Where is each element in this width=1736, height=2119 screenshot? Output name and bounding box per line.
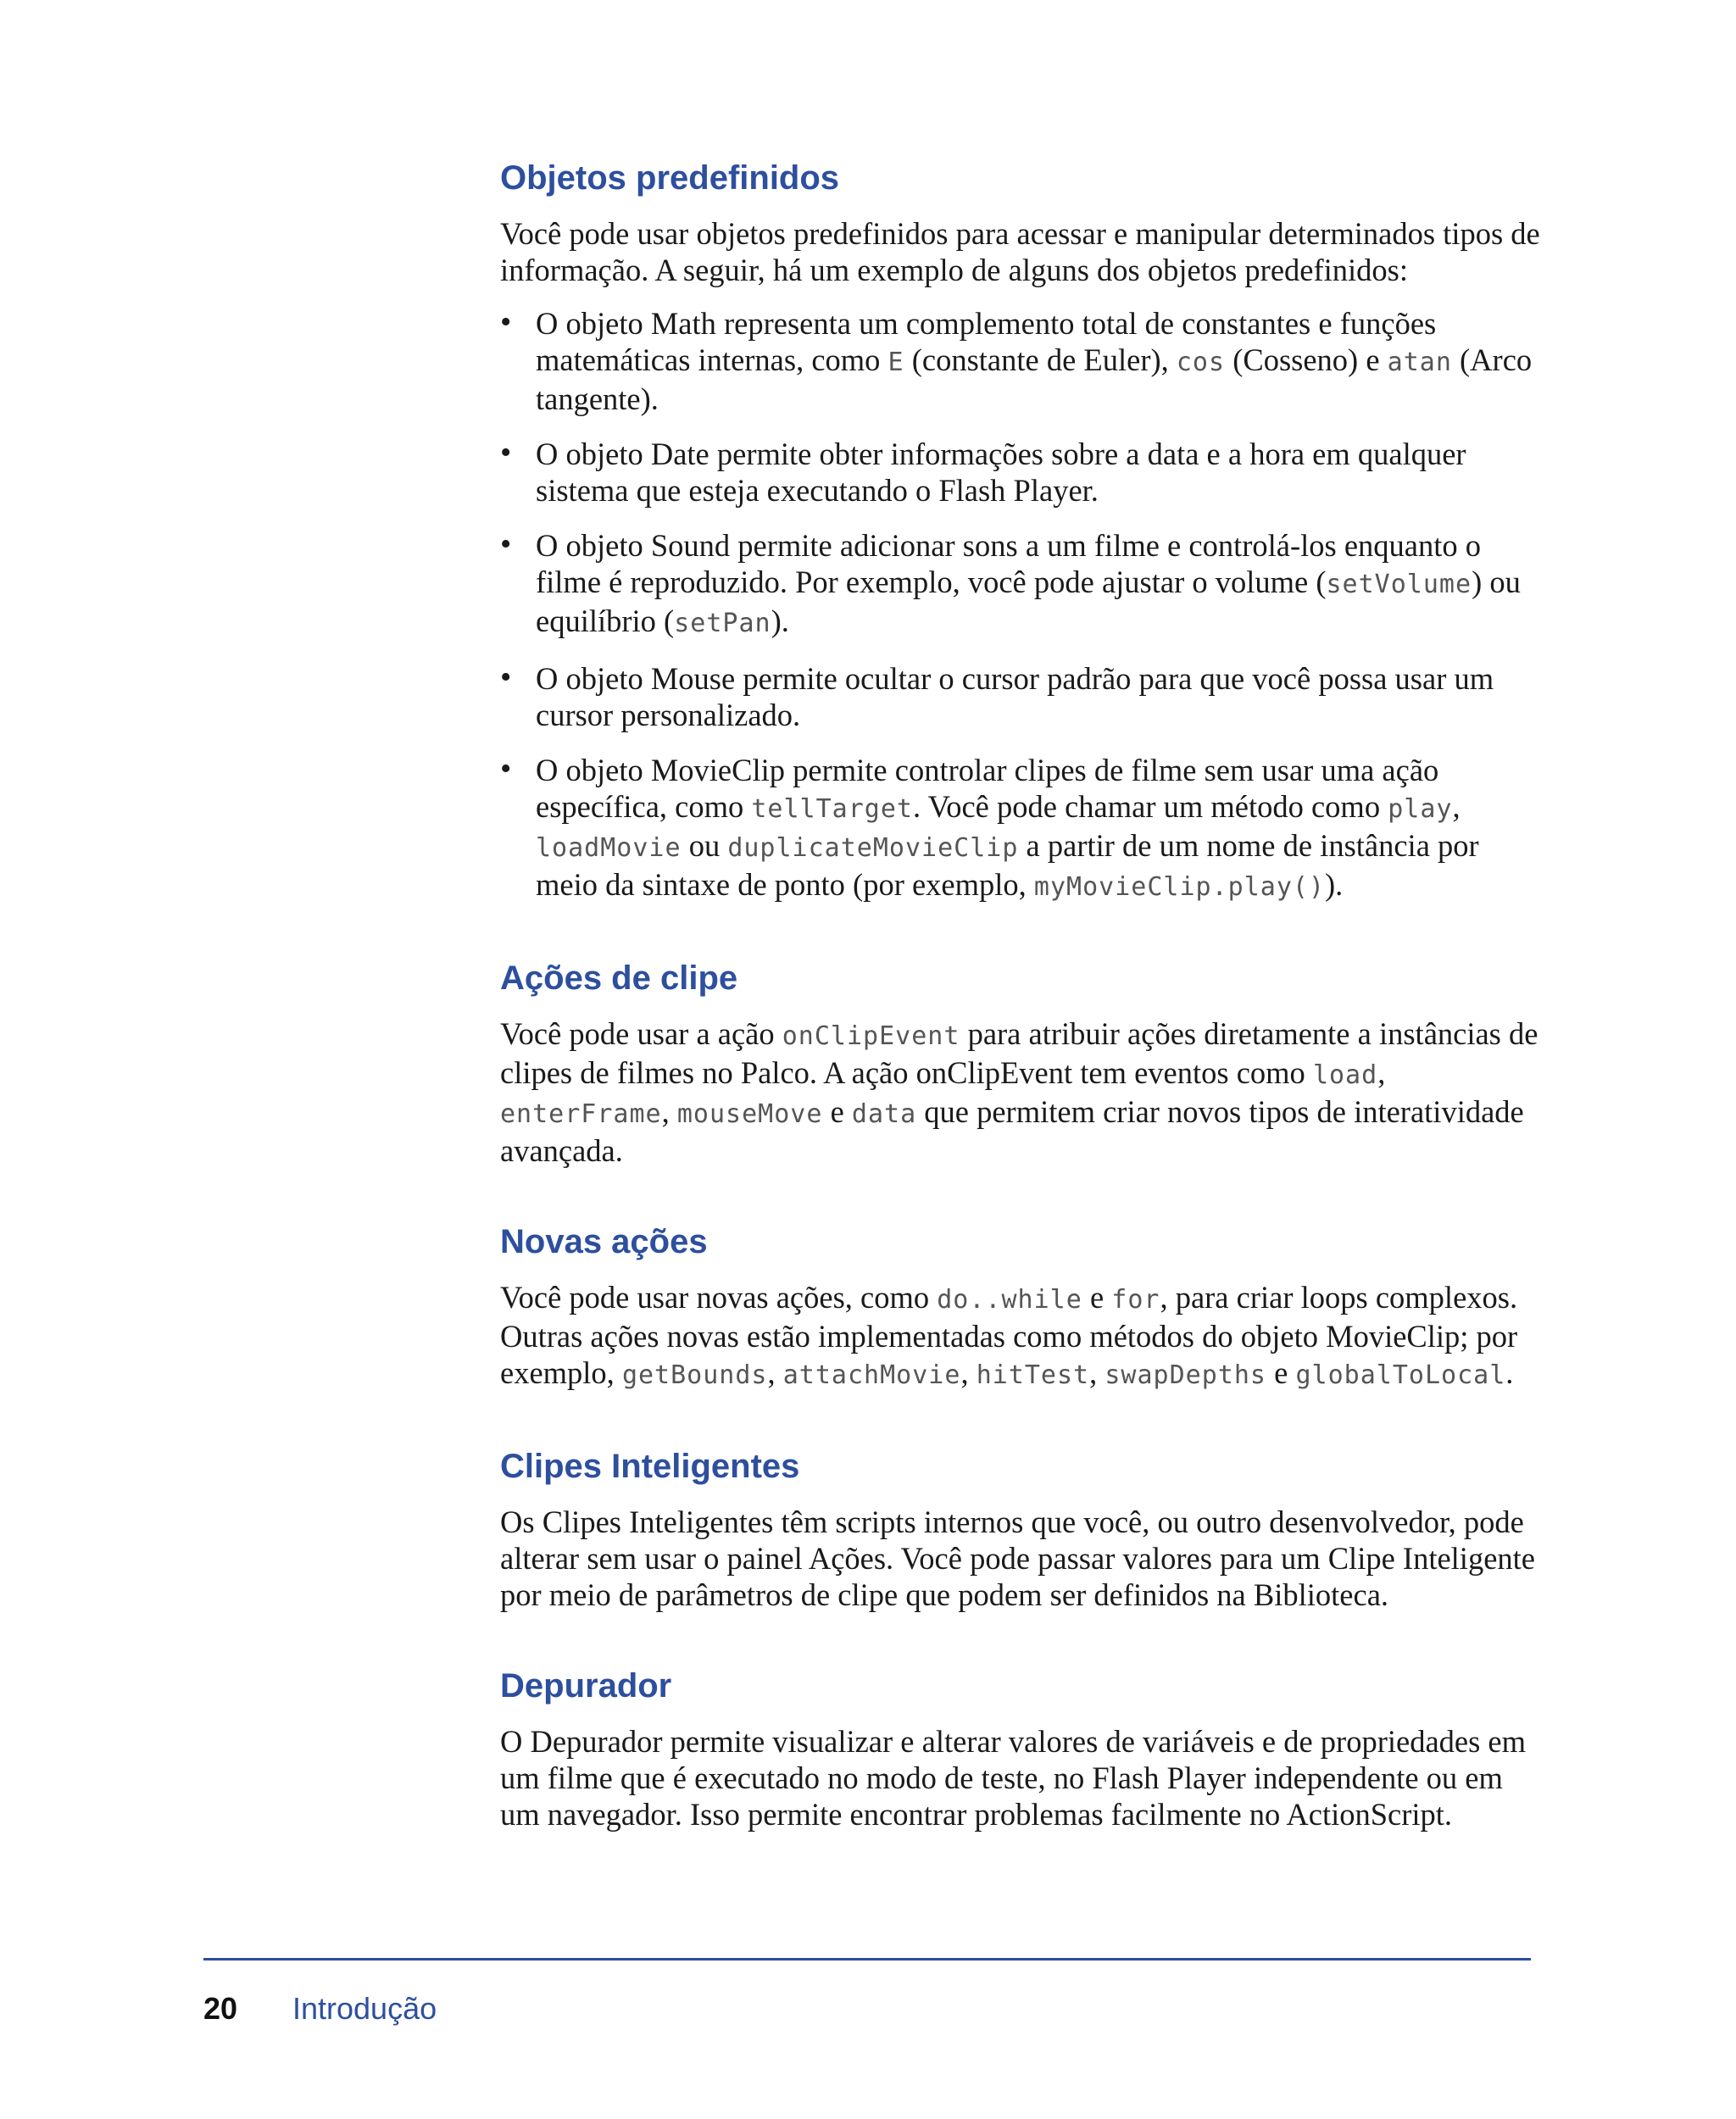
code-span: setPan bbox=[674, 609, 771, 638]
code-span: play bbox=[1388, 794, 1453, 824]
code-span: atan bbox=[1387, 348, 1452, 377]
bullet-item-movieclip bbox=[500, 752, 1543, 905]
section-paragraph: O Depurador permite visualizar e alterar valores de variáveis e de propriedades em um filme que é executado no modo de teste, no Flash Player independente ou em um navegador. Isso permite encontrar problemas facilmente no ActionScript. bbox=[500, 1724, 1527, 1832]
code-span: hitTest bbox=[976, 1360, 1090, 1390]
bullet-item-sound bbox=[500, 527, 1543, 642]
page-content bbox=[500, 158, 1543, 1885]
code-span: swapDepths bbox=[1104, 1360, 1266, 1390]
code-span: cos bbox=[1176, 348, 1226, 377]
code-span: globalToLocal bbox=[1295, 1360, 1506, 1390]
text-run: . Você pode chamar um método como bbox=[912, 789, 1388, 824]
section-objetos-predefinidos bbox=[500, 158, 1543, 905]
bullet-item-math bbox=[500, 305, 1543, 417]
code-span: getBounds bbox=[621, 1360, 768, 1390]
chapter-title: Introdução bbox=[292, 1991, 437, 2026]
section-heading: Novas ações bbox=[500, 1223, 708, 1260]
text-run: (Arco tangente). bbox=[536, 342, 1533, 416]
text-run: , bbox=[1452, 789, 1461, 824]
code-span: tellTarget bbox=[751, 794, 913, 824]
footer-divider bbox=[203, 1958, 1531, 1960]
text-run: ). bbox=[1325, 867, 1344, 902]
code-span: E bbox=[887, 348, 904, 377]
text-run: Você pode usar novas ações, como bbox=[500, 1280, 938, 1315]
text-run: , bbox=[1089, 1355, 1105, 1390]
code-span: setVolume bbox=[1326, 570, 1472, 599]
text-run: O objeto Sound permite adicionar sons a um filme e controlá-los enquanto o filme é reproduzido. Por exemplo, você pode ajustar o volume ( bbox=[536, 528, 1482, 599]
code-span: attachMovie bbox=[782, 1360, 961, 1390]
text-run: e bbox=[1082, 1280, 1112, 1315]
text-run: ) ou equilíbrio ( bbox=[536, 565, 1521, 638]
text-run: , para criar loops complexos. Outras ações novas estão implementadas como métodos do objeto MovieClip; por exemplo, bbox=[500, 1280, 1518, 1390]
text-run: , bbox=[1377, 1055, 1386, 1090]
code-span: enterFrame bbox=[500, 1099, 662, 1129]
text-run: , bbox=[661, 1094, 677, 1129]
code-span: loadMovie bbox=[536, 833, 682, 863]
section-heading: Clipes Inteligentes bbox=[500, 1448, 800, 1485]
section-acoes-de-clipe bbox=[500, 958, 1543, 1169]
code-span: myMovieClip.play() bbox=[1033, 872, 1326, 902]
code-span: data bbox=[851, 1099, 917, 1129]
section-paragraph: Você pode usar objetos predefinidos para acessar e manipular determinados tipos de informação. A seguir, há um exemplo de alguns dos objetos predefinidos: bbox=[500, 216, 1540, 287]
section-novas-acoes bbox=[500, 1221, 1543, 1393]
bullet-item-mouse bbox=[500, 660, 1543, 733]
code-span: onClipEvent bbox=[782, 1021, 960, 1051]
text-run: , bbox=[767, 1355, 783, 1390]
text-run: (Cosseno) e bbox=[1225, 342, 1388, 377]
section-paragraph: Os Clipes Inteligentes têm scripts internos que você, ou outro desenvolvedor, pode alterar sem usar o painel Ações. Você pode passar valores para um Clipe Inteligente por meio de parâmetros de clipe que podem ser definidos na Biblioteca. bbox=[500, 1504, 1535, 1612]
section-heading: Ações de clipe bbox=[500, 959, 738, 997]
text-run: O objeto MovieClip permite controlar clipes de filme sem usar uma ação específica, como bbox=[536, 753, 1439, 824]
code-span: duplicateMovieClip bbox=[727, 833, 1019, 863]
text-run: O objeto Date permite obter informações sobre a data e a hora em qualquer sistema que esteja executando o Flash Player. bbox=[536, 437, 1466, 508]
text-run: a partir de um nome de instância por meio da sintaxe de ponto (por exemplo, bbox=[536, 828, 1479, 902]
code-span: do..while bbox=[937, 1285, 1082, 1315]
page-number: 20 bbox=[203, 1991, 238, 2026]
section-paragraph bbox=[500, 1015, 1543, 1169]
text-run: (constante de Euler), bbox=[904, 342, 1177, 377]
code-span: for bbox=[1111, 1285, 1160, 1315]
bullet-item-date bbox=[500, 436, 1543, 509]
bullet-list bbox=[500, 305, 1543, 905]
code-span: mouseMove bbox=[676, 1099, 823, 1129]
text-run: e bbox=[822, 1094, 852, 1129]
text-run: ou bbox=[681, 828, 728, 863]
page-footer bbox=[203, 1990, 437, 2027]
text-run: que permitem criar novos tipos de interatividade avançada. bbox=[500, 1094, 1524, 1168]
text-run: , bbox=[960, 1355, 976, 1390]
text-run: O objeto Math representa um complemento total de constantes e funções matemáticas internas, como bbox=[536, 306, 1437, 377]
section-clipes-inteligentes bbox=[500, 1446, 1543, 1613]
section-heading: Depurador bbox=[500, 1667, 672, 1705]
section-paragraph bbox=[500, 1279, 1543, 1393]
section-heading: Objetos predefinidos bbox=[500, 159, 840, 197]
text-run: . bbox=[1505, 1355, 1514, 1390]
text-run: O objeto Mouse permite ocultar o cursor padrão para que você possa usar um cursor personalizado. bbox=[536, 661, 1494, 732]
text-run: Você pode usar a ação bbox=[500, 1016, 782, 1051]
text-run: para atribuir ações diretamente a instâncias de clipes de filmes no Palco. A ação onClipEvent tem eventos como bbox=[500, 1016, 1538, 1090]
text-run: ). bbox=[771, 603, 789, 638]
text-run: e bbox=[1266, 1355, 1296, 1390]
section-depurador bbox=[500, 1666, 1543, 1833]
code-span: load bbox=[1312, 1060, 1378, 1090]
